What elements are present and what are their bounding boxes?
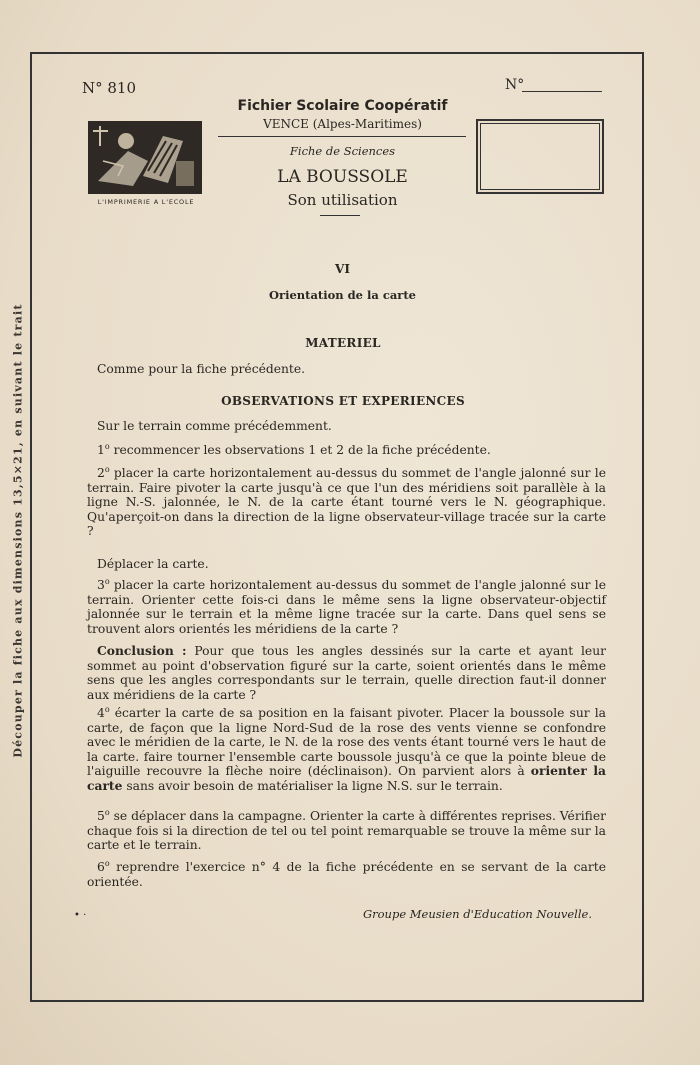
cutting-instruction-text: Découper la fiche aux dimensions 13,5×21, en suivant le trait (11, 302, 25, 758)
observation-item-5: 5$^o$ se déplacer dans la campagne. Orienter la carte à différentes reprises. Vérifier chaque fois si la direction de tel ou tel point remarquable se trouve la même sur la carte et le terrain. (87, 807, 606, 852)
page-subtitle: Son utilisation (287, 191, 398, 209)
fiche-number: N° 810 (82, 79, 137, 97)
observation-item-1: 1$^o$ recommencer les observations 1 et 2 de la fiche précédente. (97, 441, 491, 457)
section-title: Orientation de la carte (269, 288, 416, 302)
conclusion-label: Conclusion : (97, 643, 187, 658)
section-number: VI (335, 262, 350, 276)
observations-intro: Sur le terrain comme précédemment. (97, 419, 332, 433)
title-rule (320, 215, 360, 216)
item-text: placer la carte horizontalement au-dessus du sommet de l'angle jalonné sur le terrain. Orienter cette fois-ci dans le même sens la ligne observateur-objectif jalonnée sur le terrain et la même ligne tracée sur la carte. Dans quel sens se trouvent alors orientés les méridiens de la carte ? (87, 578, 606, 636)
logo-caption: L'IMPRIMERIE A L'ECOLE (97, 198, 195, 206)
item-text-end: sans avoir besoin de matérialiser la ligne N.S. sur le terrain. (126, 778, 503, 793)
conclusion-text: Pour que tous les angles dessinés sur la carte et ayant leur sommet au point d'observation figuré sur la carte, soient orientés dans le même sens que les angles correspondants sur le terrain, quelle direction faut-il donner aux méridiens de la carte ? (87, 644, 606, 702)
observation-item-4: 4$^o$ écarter la carte de sa position en la faisant pivoter. Placer la boussole sur la carte, de façon que la ligne Nord-Sud de la rose des vents vienne se confondre avec le méridien de la carte, le N. de la rose des vents étant tourné vers le haut de la carte. faire tourner l'ensemble carte boussole jusqu'à ce que la pointe bleue de l'aiguille recouvre la flèche noire (déclinaison). On parvient alors à orienter la carte sans avoir besoin de matérialiser la ligne N.S. sur le terrain. (87, 704, 606, 793)
item-number: 2 (97, 466, 105, 480)
item-text: reprendre l'exercice n° 4 de la fiche précédente en se servant de la carte orientée. (87, 860, 606, 889)
item-text: placer la carte horizontalement au-dessus du sommet de l'angle jalonné sur le terrain. Faire pivoter la carte jusqu'à ce que l'un des méridiens soit parallèle à la ligne N.-S. jalonnée, le N. de la carte étant tourné vers le N. géographique. Qu'aperçoit-on dans la direction de la ligne observateur-village tracée sur la carte ? (87, 466, 606, 538)
footer-marks: • · (74, 910, 87, 921)
item-text: recommencer les observations 1 et 2 de la fiche précédente. (113, 443, 491, 457)
stamp-box (476, 119, 604, 194)
observations-heading: OBSERVATIONS ET EXPERIENCES (221, 394, 465, 408)
item-text: se déplacer dans la campagne. Orienter la carte à différentes reprises. Vérifier chaque fois si la direction de tel ou tel point remarquable se trouve la même sur la carte et le terrain. (87, 809, 606, 852)
item-number: 3 (97, 578, 105, 592)
item-number: 6 (97, 860, 105, 874)
printing-press-logo (88, 121, 202, 194)
number-blank-line (522, 91, 602, 92)
organization-place: VENCE (Alpes-Maritimes) (263, 117, 422, 131)
organization-name: Fichier Scolaire Coopératif (237, 98, 448, 114)
observation-item-3: 3$^o$ placer la carte horizontalement au-dessus du sommet de l'angle jalonné sur le terrain. Orienter cette fois-ci dans le même sens la ligne observateur-objectif jalonnée sur le terrain et la même ligne tracée sur la carte. Dans quel sens se trouvent alors orientés les méridiens de la carte ? (87, 576, 606, 636)
observation-item-2: 2$^o$ placer la carte horizontalement au-dessus du sommet de l'angle jalonné sur le terrain. Faire pivoter la carte jusqu'à ce que l'un des méridiens soit parallèle à la ligne N.-S. jalonnée, le N. de la carte étant tourné vers le N. géographique. Qu'aperçoit-on dans la direction de la ligne observateur-village tracée sur la carte ? (87, 464, 606, 538)
footer-credit: Groupe Meusien d'Education Nouvelle. (362, 907, 592, 921)
move-instruction: Déplacer la carte. (97, 557, 209, 571)
fiche-number-right: N° (505, 77, 525, 93)
item-text: écarter la carte de sa position en la faisant pivoter. Placer la boussole sur la carte, de façon que la ligne Nord-Sud de la rose des vents vienne se confondre avec le méridien de la carte, le N. de la rose des vents étant tourné vers le haut de la carte. faire tourner l'ensemble carte boussole jusqu'à ce que la pointe bleue de l'aiguille recouvre la flèche noire (déclinaison). On parvient alors à (87, 706, 606, 778)
item-number: 1 (97, 443, 105, 457)
fiche-type: Fiche de Sciences (289, 144, 396, 158)
page-title: LA BOUSSOLE (277, 167, 408, 187)
materiel-heading: MATERIEL (305, 336, 381, 350)
item-number: 4 (97, 706, 105, 720)
materiel-text: Comme pour la fiche précédente. (97, 362, 306, 376)
item-emphasis: orienter la carte (87, 763, 606, 793)
header-rule (218, 136, 466, 137)
item-number: 5 (97, 809, 105, 823)
cutting-instruction (6, 302, 30, 758)
conclusion (87, 644, 606, 702)
observation-item-6: 6$^o$ reprendre l'exercice n° 4 de la fiche précédente en se servant de la carte orientée. (87, 858, 606, 889)
